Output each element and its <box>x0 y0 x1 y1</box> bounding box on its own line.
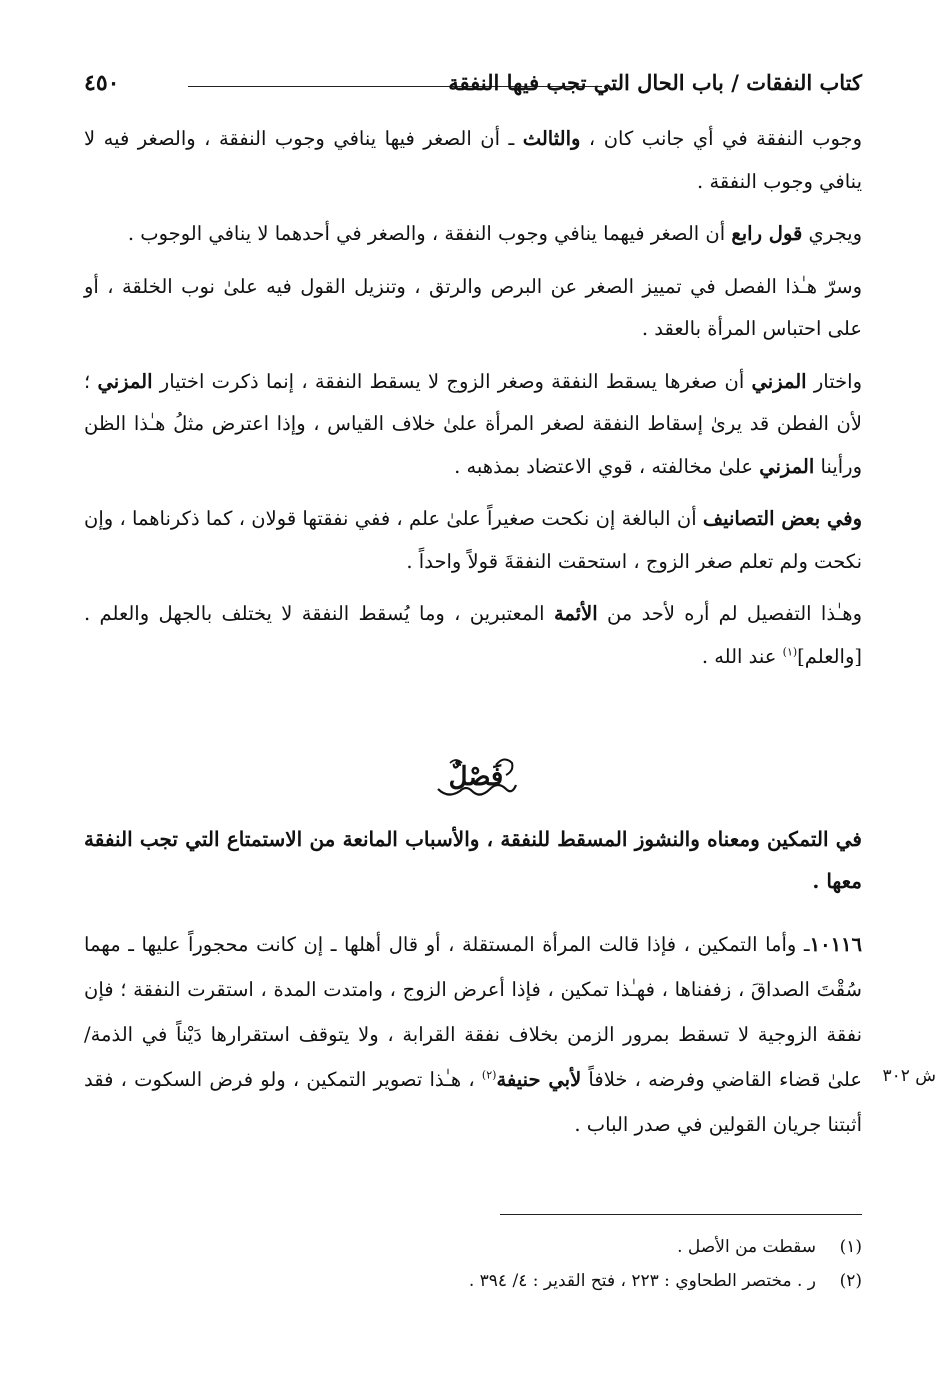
bold-term: المزني <box>97 369 153 393</box>
footnote <box>300 1264 862 1298</box>
text-run: واختار <box>806 369 862 393</box>
footnotes <box>300 1230 862 1298</box>
paragraph-number: ١٠١١٦ <box>809 933 862 956</box>
footnote-number: (٢) <box>839 1271 862 1291</box>
text-run: أن صغرها يسقط النفقة وصغر الزوج لا يسقط النفقة ، إنما ذكرت اختيار <box>152 369 752 393</box>
text-run: وهـٰذا التفصيل لم أره لأحد من <box>597 602 862 625</box>
bold-term: المزني <box>751 369 807 393</box>
footnote-ref: (١) <box>782 645 798 658</box>
text-run: وسرّ هـٰذا الفصل في تمييز الصغر عن البرص والرتق ، وتنزيل القول فيه علىٰ نوب الخلقة ، أو على احتباس المرأة بالعقد . <box>84 274 862 340</box>
text-run: ـ أن الصغر فيها ينافي وجوب النفقة ، والصغر فيه لا ينافي وجوب النفقة . <box>84 127 862 193</box>
footnote-rule <box>500 1214 862 1215</box>
footnote-text: ر . مختصر الطحاوي : ٢٢٣ ، فتح القدير : ٤/ ٣٩٤ . <box>468 1271 816 1291</box>
text-run: وجوب النفقة في أي جانب كان ، <box>580 127 862 150</box>
footnote-text: سقطت من الأصل . <box>677 1237 816 1257</box>
text-run: ؛ لأن الفطن قد يرىٰ إسقاط النفقة لصغر المرأة علىٰ خلاف القياس ، وإذا اعترض مثلُ هـٰذا الظن ورأينا <box>84 369 862 478</box>
bold-term: والثالث <box>522 127 581 150</box>
page-number: ٤٥٠ <box>84 70 120 96</box>
margin-note: ش ٣٠٢ <box>882 1066 936 1086</box>
text-run: علىٰ مخالفته ، قوي الاعتضاد بمذهبه . <box>454 454 760 478</box>
paragraph <box>84 498 862 583</box>
footnote <box>300 1230 862 1264</box>
text-run: ويجري <box>802 222 862 245</box>
footnote-number: (١) <box>839 1237 862 1257</box>
section-heading: في التمكين ومعناه والنشوز المسقط للنفقة ، والأسباب المانعة من الاستمتاع التي تجب النفقة معها . <box>84 827 862 893</box>
paragraph <box>84 593 862 678</box>
text-run: المعتبرين ، وما يُسقط النفقة لا يختلف بالجهل والعلم . [والعلم] <box>84 602 862 668</box>
paragraph <box>84 361 862 489</box>
text-run: ، هـٰذا تصوير التمكين ، ولو فرض السكوت ، فقد أثبتنا جريان القولين في صدر الباب . <box>84 1068 862 1136</box>
paragraph <box>84 118 862 203</box>
bold-term: الأئمة <box>553 602 598 625</box>
bold-term: المزني <box>759 454 815 478</box>
ornament-text: فَصْلٌ <box>448 762 504 792</box>
section-ornament <box>426 745 526 805</box>
bold-term: وفي بعض التصانيف <box>702 507 862 530</box>
bold-term: قول رابع <box>731 222 803 245</box>
main-text <box>84 118 862 688</box>
bold-term: لأبي حنيفة <box>496 1068 582 1091</box>
running-title: كتاب النفقات / باب الحال التي تجب فيها النفقة <box>448 70 862 95</box>
page-header <box>84 66 862 110</box>
paragraph <box>84 266 862 351</box>
text-run: ـ وأما التمكين ، فإذا قالت المرأة المستقلة ، أو قال أهلها ـ إن كانت محجوراً عليها ـ مهما سُقْتَ الصداقَ ، زففناها ، فهـٰذا تمكين ، فإذا أعرض الزوج ، وامتدت المدة ، استقرت النفقة ؛ فإن نفقة الزوجية لا تسقط بمرور الزمن بخلاف نفقة القرابة ، ولا يتوقف استقرارها دَيْناً في الذمة/ علىٰ قضاء القاضي وفرضه ، خلافاً <box>84 933 863 1091</box>
text-run: أن البالغة إن نكحت صغيراً علىٰ علم ، ففي نفقتها قولان ، كما ذكرناهما ، وإن نكحت ولم تعلم صغر الزوج ، استحقت النفقةَ قولاً واحداً . <box>84 507 862 573</box>
text-run: أن الصغر فيهما ينافي وجوب النفقة ، والصغر في أحدهما لا ينافي الوجوب . <box>127 222 732 245</box>
footnote-ref: (٢) <box>481 1068 497 1082</box>
main-text-2 <box>84 922 862 1157</box>
paragraph <box>84 213 862 256</box>
numbered-paragraph <box>84 922 862 1147</box>
text-run: عند الله . <box>701 644 783 668</box>
